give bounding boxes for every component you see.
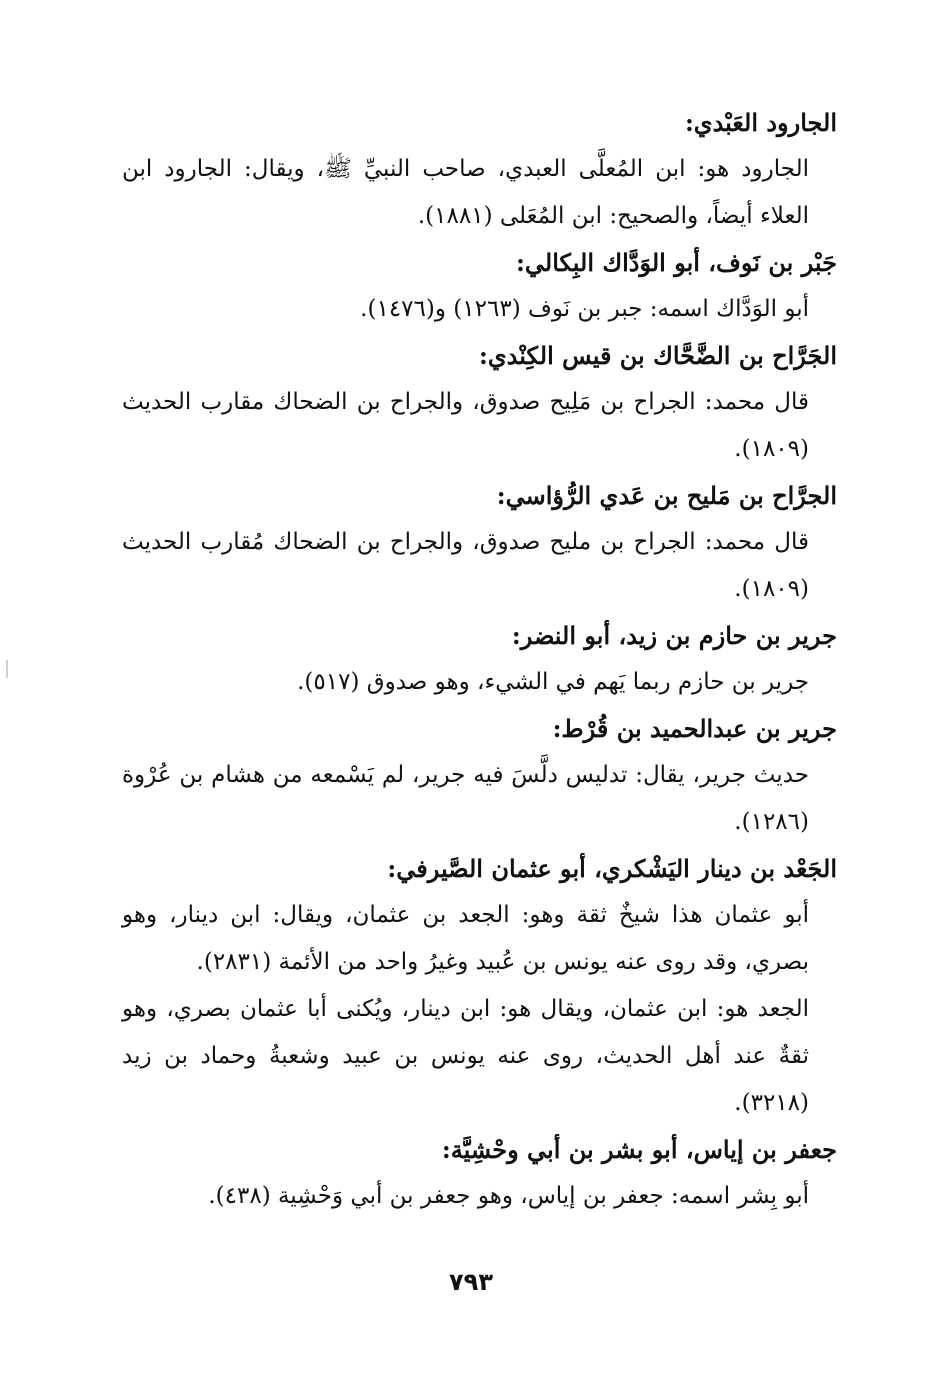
entry-jarud-abdi <box>122 100 837 240</box>
entry-jarrah-bin-malih <box>122 473 837 613</box>
entry-heading: الجرَّاح بن مَليح بن عَدي الرُّؤاسي: <box>496 481 837 510</box>
entry-paragraph: قال محمد: الجراح بن مَلِيح صدوق، والجراح بن الضحاك مقارب الحديث (١٨٠٩). <box>122 389 809 462</box>
entry-heading: الجَعْد بن دينار اليَشْكري، أبو عثمان الصَّيرفي: <box>387 854 837 883</box>
entry-jarir-bin-abdulhamid <box>122 706 837 846</box>
entry-jafar-bin-iyas <box>122 1127 837 1220</box>
entry-paragraph: أبو عثمان هذا شيخٌ ثقة وهو: الجعد بن عثمان، ويقال: ابن دينار، وهو بصري، وقد روى عنه يونس بن عُبيد وغيرُ واحد من الأئمة (٢٨٣١). <box>122 902 809 975</box>
page-number: ٧٩٣ <box>449 1268 493 1296</box>
entry-heading: الجارود العَبْدي: <box>684 108 837 137</box>
entry-paragraph: جرير بن حازم ربما يَهم في الشيء، وهو صدوق (٥١٧). <box>297 669 809 695</box>
entry-heading: جرير بن عبدالحميد بن قُرْط: <box>552 714 837 743</box>
entry-jarrah-bin-dahhak <box>122 333 837 473</box>
entry-heading: الجَرَّاح بن الضَّحَّاك بن قيس الكِنْدي: <box>479 341 837 370</box>
entry-paragraph: أبو بِشر اسمه: جعفر بن إياس، وهو جعفر بن أبي وَحْشِية (٤٣٨). <box>208 1183 809 1209</box>
entry-jad-bin-dinar <box>122 846 837 1127</box>
entry-jabr-bin-nawf <box>122 240 837 333</box>
entry-heading: جرير بن حازم بن زيد، أبو النضر: <box>511 621 837 650</box>
page-body <box>122 100 837 1220</box>
scan-edge-mark <box>6 660 8 678</box>
entry-paragraph: قال محمد: الجراح بن مليح صدوق، والجراح بن الضحاك مُقارب الحديث (١٨٠٩). <box>122 529 809 602</box>
entry-paragraph: أبو الوَدَّاك اسمه: جبر بن نَوف (١٢٦٣) و(١٤٧٦). <box>360 296 809 322</box>
entry-paragraph: الجارود هو: ابن المُعلَّى العبدي، صاحب النبيِّ ﷺ، ويقال: الجارود ابن العلاء أيضاً، والصحيح: ابن المُعَلى (١٨٨١). <box>122 156 809 229</box>
entry-heading: جَبْر بن نَوف، أبو الوَدَّاك البِكالي: <box>516 248 837 277</box>
entry-paragraph: الجعد هو: ابن عثمان، ويقال هو: ابن دينار، ويُكنى أبا عثمان بصري، وهو ثقةٌ عند أهل الحديث، روى عنه يونس بن عبيد وشعبةُ وحماد بن زيد (٣٢١٨). <box>122 996 809 1116</box>
entry-paragraph: حديث جرير، يقال: تدليس دلَّسَ فيه جرير، لم يَسْمعه من هشام بن عُرْوة (١٢٨٦). <box>122 762 809 835</box>
entry-heading: جعفر بن إياس، أبو بشر بن أبي وحْشِيَّة: <box>441 1135 837 1164</box>
entry-jarir-bin-hazim <box>122 613 837 706</box>
